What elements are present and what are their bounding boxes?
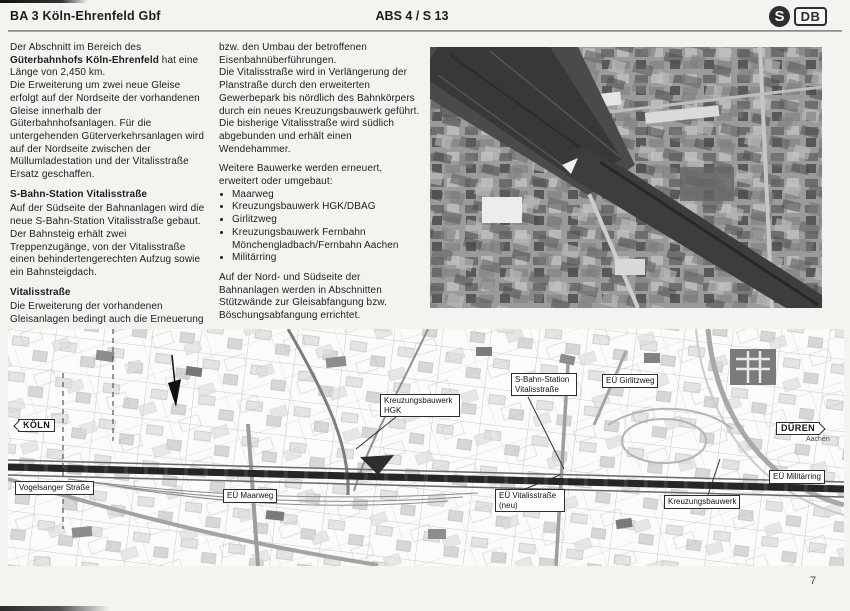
paragraph-crossing: Die Vitalisstraße wird in Verlängerung der Planstraße durch den erweiterten Gewerbepark bis nördlich des Bahnkörpers durch ein neues Kreuzungsbauwerk geführt. Die bisherige Vitalisstraße wird südlich abgebunden und erhält einen Wendehammer.	[219, 67, 420, 155]
header-rule	[8, 30, 842, 32]
map-label-eu-militaerring: EÜ Militärring	[769, 470, 825, 484]
map-label-eu-girlitzweg: EÜ Girlitzweg	[602, 374, 658, 388]
map-label-kreuzungsbauwerk: Kreuzungsbauwerk	[664, 495, 740, 509]
paragraph-length	[10, 42, 208, 80]
bold-inline-text: Güterbahnhofs Köln-Ehrenfeld	[10, 54, 159, 66]
paragraph-text: hat eine Länge von 2,450 km.	[10, 54, 199, 79]
scan-artifact-top	[0, 0, 88, 3]
db-logo-icon: DB	[794, 7, 827, 26]
map-sign-dueren: DÜREN	[776, 422, 820, 435]
list-item: • Maarweg	[232, 189, 423, 202]
bullet-list	[219, 189, 423, 265]
list-item: • Kreuzungsbauwerk HGK/DBAG	[232, 201, 423, 214]
page-title-center: ABS 4 / S 13	[375, 9, 449, 23]
list-item: • Kreuzungsbauwerk Fernbahn Mönchengladbach/Fernbahn Aachen	[232, 227, 423, 252]
paragraph-bridges: bzw. den Umbau der betroffenen Eisenbahnüberführungen.	[219, 42, 367, 66]
paragraph-vitalisstrasse: Die Erweiterung der vorhandenen Gleisanlagen bedingt auch die Erneuerung	[10, 301, 204, 326]
paragraph-extension: Die Erweiterung um zwei neue Gleise erfolgt auf der Nordseite der vorhandenen Gleise innerhalb der Güterbahnhofsanlagen. Für die untergehenden Güterverkehrsanlagen wird auf der Nordseite zwischen der Müllumladestation und der Vitalisstraße Ersatz geschaffen.	[10, 80, 205, 181]
left-column	[10, 42, 208, 327]
scan-artifact-bottom	[0, 606, 110, 611]
aerial-photo-graphic	[430, 47, 822, 308]
map-label-sbahn-station-vitalisstrasse: S-Bahn-Station Vitalisstraße	[511, 373, 577, 396]
section-heading-vitalisstrasse: Vitalisstraße	[10, 286, 71, 298]
page-title-left: BA 3 Köln-Ehrenfeld Gbf	[10, 9, 161, 23]
sbahn-logo-icon: S	[769, 6, 790, 27]
site-plan-map	[8, 329, 844, 566]
map-label-eu-maarweg: EÜ Maarweg	[223, 489, 277, 503]
map-label-eu-vitalisstrasse-neu: EÜ Vitalisstraße (neu)	[495, 489, 565, 512]
page-number: 7	[810, 575, 817, 587]
site-plan-graphic	[8, 329, 844, 566]
middle-column	[219, 42, 423, 323]
map-text-aachen: Aachen	[806, 436, 830, 443]
list-item: • Girlitzweg	[232, 214, 423, 227]
paragraph-station: Auf der Südseite der Bahnanlagen wird die neue S-Bahn-Station Vitalisstraße gebaut. Der Bahnsteig erhält zwei Treppenzugänge, von der Vitalisstraße einen behindertengerechten Aufzug sowie ein Bahnsteigdach.	[10, 203, 205, 278]
paragraph-text: Der Abschnitt im Bereich des	[10, 42, 142, 53]
list-item: • Militärring	[232, 252, 423, 265]
paragraph-structures-intro: Weitere Bauwerke werden erneuert, erweitert oder umgebaut:	[219, 163, 383, 188]
aerial-photo	[430, 47, 822, 308]
section-heading-sbahn-station: S-Bahn-Station Vitalisstraße	[10, 188, 148, 200]
map-sign-koeln: KÖLN	[18, 419, 55, 432]
map-label-vogelsanger-strasse: Vogelsanger Straße	[15, 481, 94, 495]
map-label-kreuzungsbauwerk-hgk: Kreuzungsbauwerk HGK	[380, 394, 460, 417]
paragraph-walls: Auf der Nord- und Südseite der Bahnanlagen werden in Abschnitten Stützwände zur Gleisabfangung bzw. Böschungsabfangung errichtet.	[219, 271, 387, 322]
